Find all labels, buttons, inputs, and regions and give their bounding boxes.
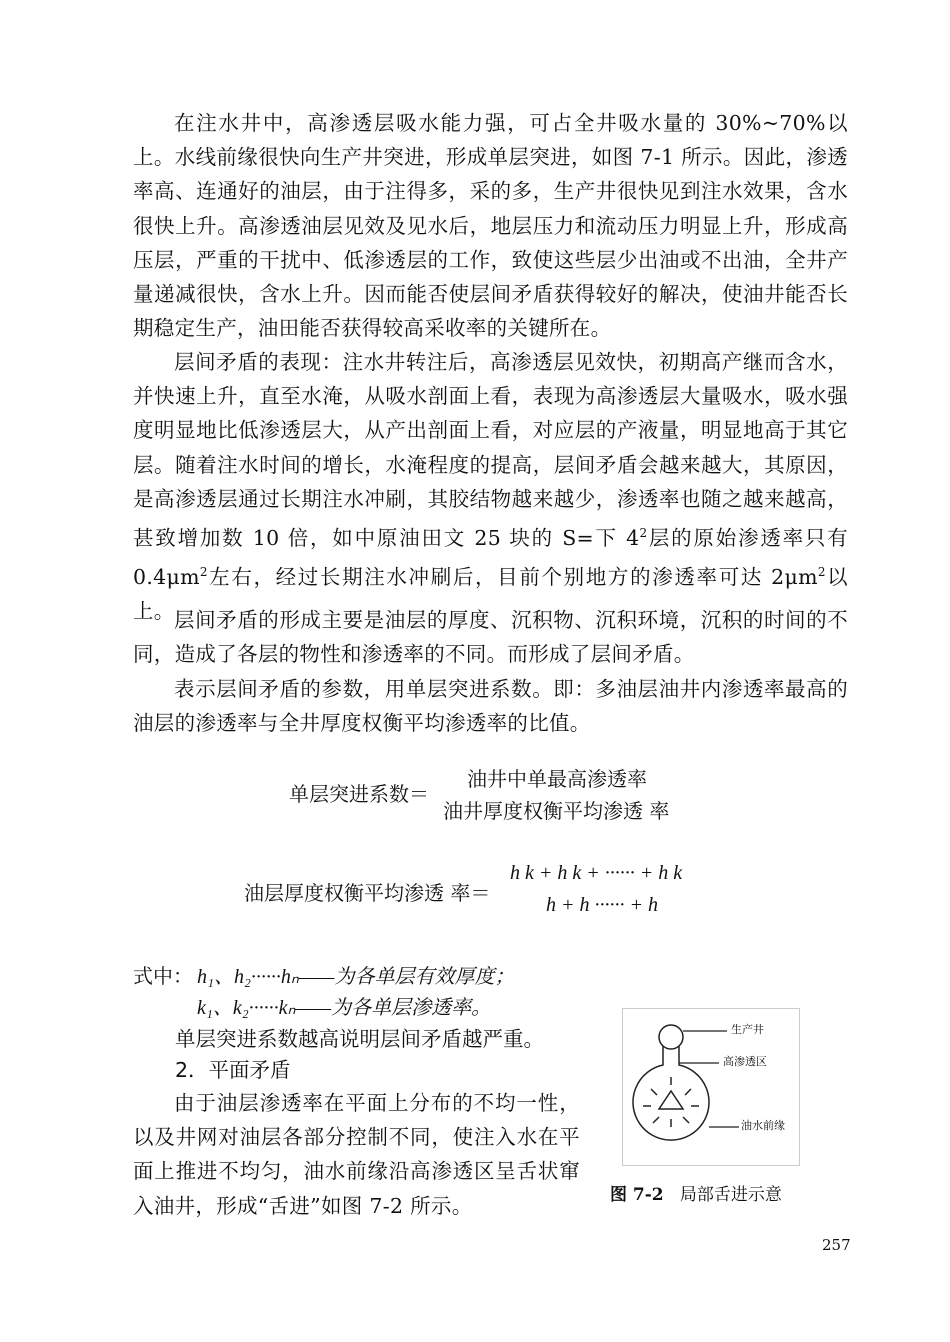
section-heading: 2．平面矛盾	[175, 1058, 291, 1082]
paragraph-2-text: 层间矛盾的表现：注水井转注后，高渗透层见效快，初期高产继而含水，并快速上升，直至水淹，从吸水剖面上看，表现为高渗透层大量吸水，吸水强度明显地比低渗透层大，从产出剖面上看，对应层的产液量，明显地高于其它层。随着注水时间的增长，水淹程度的提高，层间矛盾会越来越大，其原因，是高渗透层通过长期注水冲刷，其胶结物越来越少，渗透率也随之越来越高，甚致增加数 10 倍，如中原油田文 25 块的 S=下 4	[133, 350, 848, 550]
summary-line: 单层突进系数越高说明层间矛盾越严重。	[175, 1027, 544, 1051]
figure-caption	[610, 1180, 782, 1205]
paragraph-4: 表示层间矛盾的参数，用单层突进系数。即：多油层油井内渗透率最高的油层的渗透率与全井厚度权衡平均渗透率的比值。	[133, 677, 848, 736]
where-prefix: 式中：	[133, 964, 193, 988]
paragraph-2-cont2: 左右，经过长期注水冲刷后，目前个别地方的渗透率可达 2μm	[207, 564, 818, 589]
figure-label-high-perm-zone: 高渗透区	[723, 1055, 767, 1068]
where-k-line: k₁、k₂······kₙ——为各单层渗透率。	[197, 997, 492, 1019]
figure-label-production-well: 生产井	[731, 1023, 764, 1036]
figure-diagram	[623, 1009, 799, 1165]
paragraph-1: 在注水井中，高渗透层吸水能力强，可占全井吸水量的 30%~70%以上。水线前缘很快向生产井突进，形成单层突进，如图 7-1 所示。因此，渗透率高、连通好的油层，由于注得多，采的多，生产井很快见到注水效果，含水很快上升。高渗透油层见效及见水后，地层压力和流动压力明显上升，形成高压层，严重的干扰中、低渗透层的工作，致使这些层少出油或不出油，全井产量递减很快，含水上升。因而能否使层间矛盾获得较好的解决，使油井能否长期稳定生产，油田能否获得较高采收率的关键所在。	[133, 111, 848, 341]
paragraph-2-end: 以上。	[133, 564, 848, 624]
figure-caption-text: 局部舌进示意	[679, 1185, 782, 1205]
where-h-line: h₁、h₂······hₙ——为各单层有效厚度；	[197, 966, 515, 988]
formula2-numerator: h k + h k + ······ + h k	[510, 862, 683, 884]
superscript: 2	[639, 526, 648, 541]
paragraph-2	[133, 345, 848, 628]
formula2-lhs: 油层厚度权衡平均渗透 率＝	[244, 881, 491, 905]
superscript: 2	[817, 565, 826, 580]
plane-paragraph: 由于油层渗透率在平面上分布的不均一性，以及井网对油层各部分控制不同，使注入水在平面上推进不均匀，油水前缘沿高渗透区呈舌状窜入油井，形成“舌进”如图 7-2 所示。	[133, 1091, 580, 1218]
figure-tongue-advance	[622, 1008, 800, 1166]
page-number: 257	[822, 1236, 851, 1254]
paragraph-3: 层间矛盾的形成主要是油层的厚度、沉积物、沉积环境，沉积的时间的不同，造成了各层的物性和渗透率的不同。而形成了层间矛盾。	[133, 608, 848, 667]
figure-caption-number: 图 7-2	[610, 1185, 664, 1205]
superscript: 2	[199, 565, 208, 580]
formula1-lhs: 单层突进系数＝	[289, 782, 429, 806]
figure-label-oil-water-front: 油水前缘	[741, 1119, 785, 1132]
paragraph-2-cont: 层的原始渗透率只有 0.4μm	[133, 525, 849, 589]
formula1-denominator: 油井厚度权衡平均渗透 率	[443, 799, 670, 823]
formula2-denominator: h + h ······ + h	[546, 894, 658, 916]
formula1-numerator: 油井中单最高渗透率	[467, 767, 647, 791]
